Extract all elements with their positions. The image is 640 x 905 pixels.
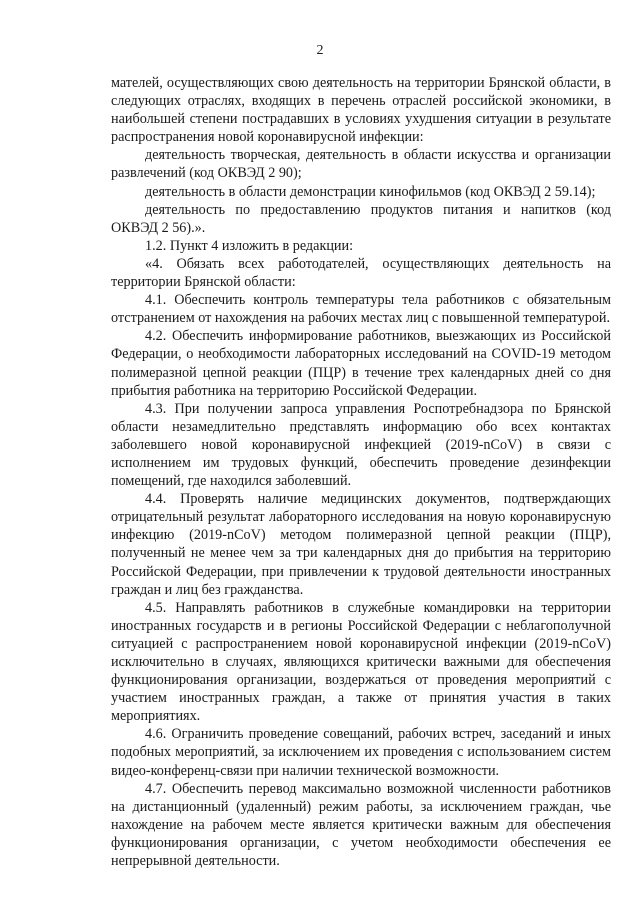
paragraph-1-2: 1.2. Пункт 4 изложить в редакции: [145,237,354,254]
paragraph-4-7: 4.7. Обеспечить перевод максимально возможной численности работников на дистанционный (удаленный) режим работы, за исключением граждан, чье нахождение на рабочем месте является критически важным для обеспечения функционирования организации, с учетом необходимости обеспечения ее непрерывной деятельности. [111,780,611,870]
paragraph-4-3: 4.3. При получении запроса управления Роспотребнадзора по Брянской области незамедлительно представлять информацию обо всех контактах заболевшего новой коронавирусной инфекцией (2019-nCoV) в связи с исполнением им трудовых функций, обеспечить проведение дезинфекции помещений, где находился заболевший. [111,400,611,490]
paragraph-okved-56: деятельность по предоставлению продуктов питания и напитков (код ОКВЭД 2 56).». [111,201,611,236]
paragraph-4-2: 4.2. Обеспечить информирование работников, выезжающих из Российской Федерации, о необходимости лабораторных исследований на COVID-19 методом полимеразной цепной реакции (ПЦР) в течение трех календарных дней со дня прибытия работника на территорию Российской Федерации. [111,328,611,399]
paragraph-continuation: мателей, осуществляющих свою деятельность на территории Брянской области, в следующих отраслях, входящих в перечень отраслей российской экономики, в наибольшей степени пострадавших в условиях ухудшения ситуации в результате распространения новой коронавирусной инфекции: [111,75,611,146]
page-number: 2 [316,43,324,58]
paragraph-4: «4. Обязать всех работодателей, осуществляющих деятельность на территории Брянской области: [111,255,611,291]
paragraph-okved-59-14: деятельность в области демонстрации кинофильмов (код ОКВЭД 2 59.14); [145,183,596,200]
paragraph-okved-90: деятельность творческая, деятельность в области искусства и организации развлечений (код ОКВЭД 2 90); [111,147,611,182]
paragraph-4-4: 4.4. Проверять наличие медицинских документов, подтверждающих отрицательный результат лабораторного исследования на новую коронавирусную инфекцию (2019-nCoV) методом полимеразной цепной реакции (ПЦР), полученный не менее чем за три календарных дня до прибытия на территорию Российской Федерации, при привлечении к трудовой деятельности иностранных граждан и лиц без гражданства. [111,491,611,598]
document-body [111,74,611,870]
paragraph-4-1: 4.1. Обеспечить контроль температуры тела работников с обязательным отстранением от нахождения на рабочих местах лиц с повышенной температурой. [111,292,611,327]
paragraph-4-5: 4.5. Направлять работников в служебные командировки на территории иностранных государств и в регионы Российской Федерации с неблагополучной ситуацией с распространением новой коронавирусной инфекции (2019-nCoV) исключительно в случаях, являющихся критически важными для обеспечения функционирования организации, воздержаться от проведения мероприятий с участием иностранных граждан, а также от принятия участия в таких мероприятиях. [111,599,611,725]
paragraph-4-6: 4.6. Ограничить проведение совещаний, рабочих встреч, заседаний и иных подобных мероприятий, за исключением их проведения с использованием систем видео-конференц-связи при наличии технической возможности. [111,726,611,779]
